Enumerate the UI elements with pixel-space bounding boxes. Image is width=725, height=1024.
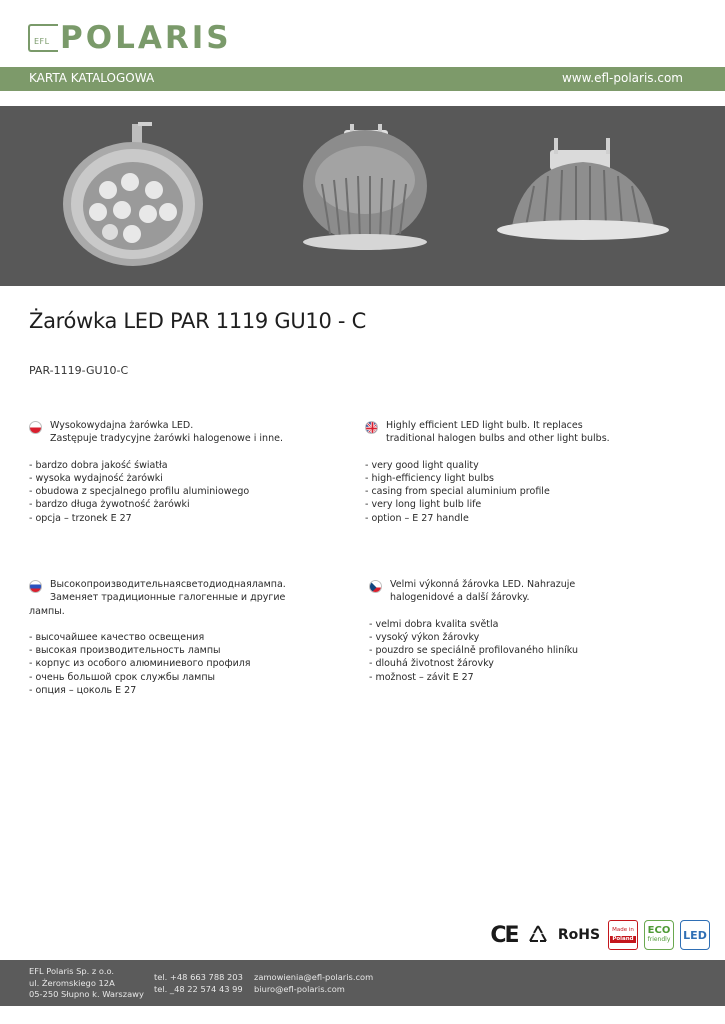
email-orders[interactable]: zamowienia@efl-polaris.com: [254, 972, 374, 982]
footer-emails: [254, 972, 373, 995]
description-block-en: [365, 419, 695, 525]
ce-mark-icon: CE: [490, 922, 518, 948]
list-item: - casing from special aluminium profile: [365, 486, 550, 498]
intro-cz: [369, 578, 699, 605]
list-item: - možnost – závit E 27: [369, 671, 474, 683]
list-item: - bardzo dobra jakość światła: [29, 459, 168, 471]
intro-pl: [29, 419, 329, 446]
logo-wordmark: POLARIS: [60, 20, 232, 56]
list-item: - vysoký výkon žárovky: [369, 631, 480, 643]
rohs-mark-icon: RoHS: [557, 927, 601, 943]
list-item: - высокая производительность лампы: [29, 645, 221, 657]
intro-line: Zastępuje tradycyjne żarówki halogenowe i inne.: [50, 433, 283, 445]
led-badge: LED: [680, 920, 710, 950]
description-block-pl: [29, 419, 329, 525]
intro-en: [365, 419, 695, 446]
phone-mobile[interactable]: tel. +48 663 788 203: [154, 972, 243, 982]
bulb-side-photo: [300, 124, 430, 254]
poland-label: Poland: [612, 936, 634, 942]
description-block-cz: [369, 578, 699, 684]
list-item: - velmi dobra kvalita světla: [369, 618, 499, 630]
features-list-cz: [369, 618, 699, 684]
bulb-front-photo: [60, 120, 206, 278]
footer-address: [29, 966, 144, 1001]
list-item: - корпус из особого алюминиевого профиля: [29, 658, 251, 670]
bulb-angled-photo: [494, 136, 672, 246]
recycle-icon: [526, 923, 550, 947]
features-list-ru: [29, 631, 339, 697]
uk-flag-icon: [365, 421, 378, 434]
footer-phones: [154, 972, 243, 995]
features-list-en: [365, 459, 695, 525]
list-item: - dlouhá životnost žárovky: [369, 658, 494, 670]
made-in-poland-badge: [608, 920, 638, 950]
footer: [0, 960, 725, 1006]
list-item: - опция – цоколь E 27: [29, 685, 137, 697]
intro-line: Velmi výkonná žárovka LED. Nahrazuje: [390, 579, 576, 590]
list-item: - wysoka wydajność żarówki: [29, 472, 163, 484]
email-office[interactable]: biuro@efl-polaris.com: [254, 983, 345, 994]
czech-flag-icon: [369, 580, 382, 593]
eco-label: ECO: [647, 925, 671, 936]
intro-ru: [29, 578, 339, 618]
list-item: - option – E 27 handle: [365, 512, 469, 524]
brand-logo: [28, 22, 232, 54]
list-item: - очень большой срок службы лампы: [29, 671, 216, 683]
city-address: 05-250 Słupno k. Warszawy: [29, 989, 144, 999]
poland-flag-icon: [29, 421, 42, 434]
logo-prefix: EFL: [28, 24, 58, 52]
intro-line: Highly efficient LED light bulb. It replaces: [386, 420, 583, 431]
product-title: Żarówka LED PAR 1119 GU10 - C: [29, 309, 366, 333]
phone-landline[interactable]: tel. _48 22 574 43 99: [154, 983, 243, 994]
list-item: - pouzdro se speciálně profilovaného hliníku: [369, 645, 579, 657]
header-bar: [0, 67, 725, 91]
list-item: - very long light bulb life: [365, 499, 482, 511]
intro-line: Wysokowydajna żarówka LED.: [50, 420, 194, 431]
intro-line: лампы.: [29, 605, 65, 617]
list-item: - bardzo długa żywotność żarówki: [29, 499, 190, 511]
intro-line: Заменяет традиционные галогенные и другие: [50, 592, 286, 604]
street-address: ul. Żeromskiego 12A: [29, 977, 115, 988]
russia-flag-icon: [29, 580, 42, 593]
description-block-ru: [29, 578, 339, 697]
certification-marks: [488, 918, 710, 952]
made-in-label: Made in: [612, 927, 634, 933]
eco-friendly-badge: [644, 920, 674, 950]
document-type-label: KARTA KATALOGOWA: [29, 71, 155, 85]
product-photo-band: [0, 106, 725, 286]
list-item: - высочайшее качество освещения: [29, 631, 205, 643]
features-list-pl: [29, 459, 329, 525]
list-item: - opcja – trzonek E 27: [29, 512, 132, 524]
website-link[interactable]: www.efl-polaris.com: [561, 71, 683, 85]
list-item: - high-efficiency light bulbs: [365, 472, 494, 484]
intro-line: Высокопроизводительнаясветодиоднаялампа.: [50, 579, 286, 590]
product-code: PAR-1119-GU10-C: [29, 364, 129, 377]
list-item: - very good light quality: [365, 459, 479, 471]
company-name: EFL Polaris Sp. z o.o.: [29, 966, 115, 976]
intro-line: traditional halogen bulbs and other light bulbs.: [386, 433, 610, 445]
friendly-label: friendly: [647, 936, 671, 943]
list-item: - obudowa z specjalnego profilu aluminiowego: [29, 486, 250, 498]
intro-line: halogenidové a další žárovky.: [390, 592, 530, 604]
